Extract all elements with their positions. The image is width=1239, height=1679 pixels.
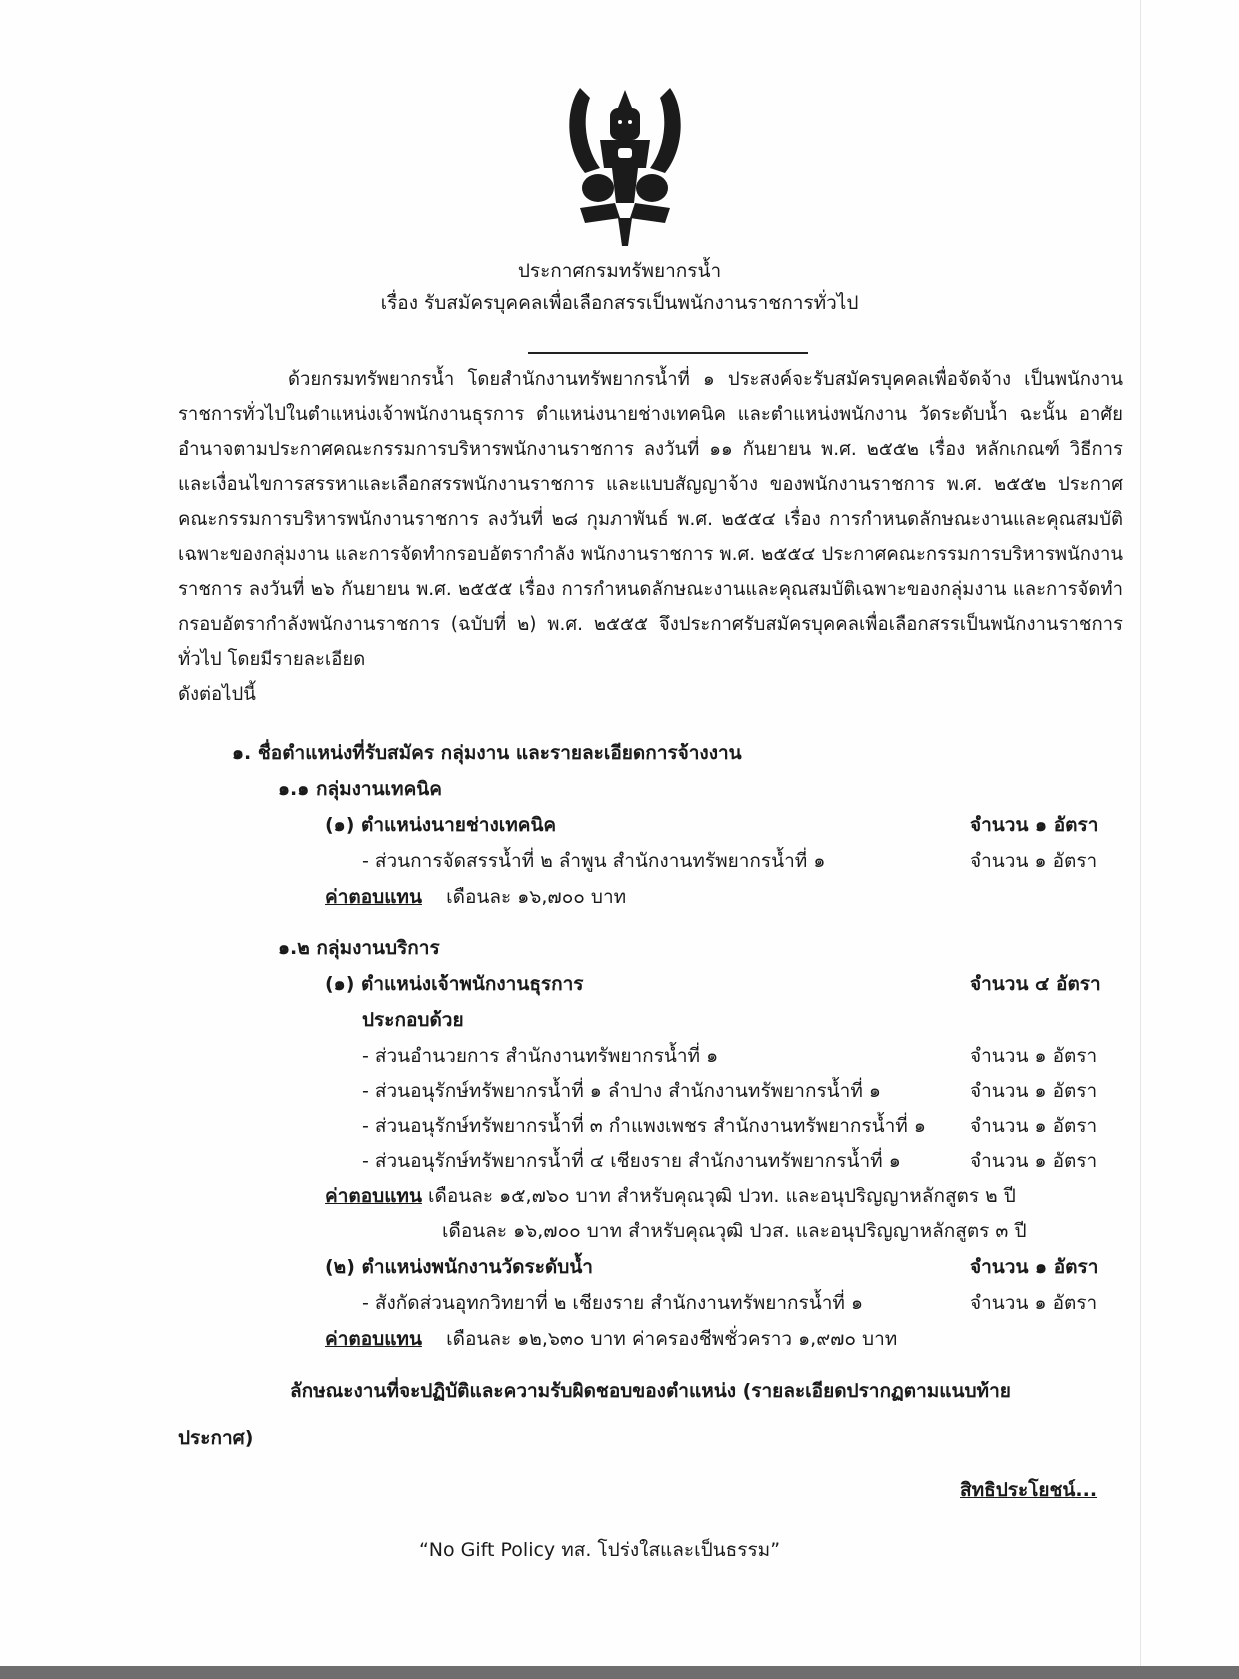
- pay-label: ค่าตอบแทน: [325, 886, 422, 908]
- scan-bottom-band: [0, 1666, 1239, 1679]
- scan-edge-line: [1140, 0, 1141, 1666]
- pay-line-2: เดือนละ ๑๖,๗๐๐ บาท สำหรับคุณวุฒิ ปวส. และอนุปริญญาหลักสูตร ๓ ปี: [442, 1220, 1027, 1242]
- group2-heading: ๑.๒ กลุ่มงานบริการ: [278, 937, 440, 959]
- pay-label: ค่าตอบแทน: [325, 1185, 422, 1207]
- pay-line: [325, 884, 626, 910]
- unit-qty: จำนวน ๑ อัตรา: [970, 1150, 1098, 1172]
- position-technician-title: (๑) ตำแหน่งนายช่างเทคนิค: [325, 814, 557, 836]
- position-technician-qty: จำนวน ๑ อัตรา: [970, 814, 1099, 836]
- position-water-level-title: (๒) ตำแหน่งพนักงานวัดระดับน้ำ: [325, 1256, 593, 1278]
- unit-item: - ส่วนอำนวยการ สำนักงานทรัพยากรน้ำที่ ๑: [362, 1045, 719, 1067]
- unit-item: - สังกัดส่วนอุทกวิทยาที่ ๒ เชียงราย สำนักงานทรัพยากรน้ำที่ ๑: [362, 1292, 864, 1314]
- unit-item: - ส่วนอนุรักษ์ทรัพยากรน้ำที่ ๑ ลำปาง สำนักงานทรัพยากรน้ำที่ ๑: [362, 1080, 881, 1102]
- position-water-level-qty: จำนวน ๑ อัตรา: [970, 1256, 1099, 1278]
- garuda-emblem-icon: [560, 78, 690, 248]
- pay-text: เดือนละ ๑๖,๗๐๐ บาท: [446, 886, 627, 908]
- title-divider: [528, 352, 808, 354]
- unit-item: - ส่วนการจัดสรรน้ำที่ ๒ ลำพูน สำนักงานทรัพยากรน้ำที่ ๑: [362, 850, 826, 872]
- group1-heading: ๑.๑ กลุ่มงานเทคนิค: [278, 778, 442, 800]
- unit-item: - ส่วนอนุรักษ์ทรัพยากรน้ำที่ ๓ กำแพงเพชร สำนักงานทรัพยากรน้ำที่ ๑: [362, 1115, 926, 1137]
- pay-line: [325, 1183, 1016, 1209]
- pay-line: [325, 1326, 897, 1352]
- position-clerk-qty: จำนวน ๔ อัตรา: [970, 973, 1101, 995]
- intro-paragraph: ด้วยกรมทรัพยากรน้ำ โดยสำนักงานทรัพยากรน้ำที่ ๑ ประสงค์จะรับสมัครบุคคลเพื่อจัดจ้าง เป็นพนักงานราชการทั่วไปในตำแหน่งเจ้าพนักงานธุรการ ตำแหน่งนายช่างเทคนิค และตำแหน่งพนักงาน วัดระดับน้ำ ฉะนั้น อาศัยอำนาจตามประกาศคณะกรรมการบริหารพนักงานราชการ ลงวันที่ ๑๑ กันยายน พ.ศ. ๒๕๕๒ เรื่อง หลักเกณฑ์ วิธีการ และเงื่อนไขการสรรหาและเลือกสรรพนักงานราชการ และแบบสัญญาจ้าง ของพนักงานราชการ พ.ศ. ๒๕๕๒ ประกาศคณะกรรมการบริหารพนักงานราชการ ลงวันที่ ๒๘ กุมภาพันธ์ พ.ศ. ๒๕๕๔ เรื่อง การกำหนดลักษณะงานและคุณสมบัติเฉพาะของกลุ่มงาน และการจัดทำกรอบอัตรากำลัง พนักงานราชการ พ.ศ. ๒๕๕๔ ประกาศคณะกรรมการบริหารพนักงานราชการ ลงวันที่ ๒๖ กันยายน พ.ศ. ๒๕๕๕ เรื่อง การกำหนดลักษณะงานและคุณสมบัติเฉพาะของกลุ่มงาน และการจัดทำกรอบอัตรากำลังพนักงานราชการ (ฉบับที่ ๒) พ.ศ. ๒๕๕๕ จึงประกาศรับสมัครบุคคลเพื่อเลือกสรรเป็นพนักงานราชการทั่วไป โดยมีรายละเอียด ดังต่อไปนี้: [178, 369, 1124, 705]
- duties-note: ลักษณะงานที่จะปฏิบัติและความรับผิดชอบของตำแหน่ง (รายละเอียดปรากฏตามแนบท้าย: [290, 1380, 1011, 1402]
- unit-qty: จำนวน ๑ อัตรา: [970, 1115, 1098, 1137]
- unit-qty: จำนวน ๑ อัตรา: [970, 1080, 1098, 1102]
- position-clerk-title: (๑) ตำแหน่งเจ้าพนักงานธุรการ: [325, 973, 584, 995]
- no-gift-policy-slogan: “No Gift Policy ทส. โปร่งใสและเป็นธรรม”: [418, 1539, 781, 1561]
- pay-text: เดือนละ ๑๒,๖๓๐ บาท ค่าครองชีพชั่วคราว ๑,๙๗๐ บาท: [446, 1328, 898, 1350]
- unit-item: - ส่วนอนุรักษ์ทรัพยากรน้ำที่ ๔ เชียงราย สำนักงานทรัพยากรน้ำที่ ๑: [362, 1150, 901, 1172]
- unit-qty: จำนวน ๑ อัตรา: [970, 1045, 1098, 1067]
- unit-qty: จำนวน ๑ อัตรา: [970, 1292, 1098, 1314]
- unit-qty: จำนวน ๑ อัตรา: [970, 850, 1098, 872]
- section1-heading: ๑. ชื่อตำแหน่งที่รับสมัคร กลุ่มงาน และรายละเอียดการจ้างงาน: [232, 742, 742, 764]
- announcement-subject: เรื่อง รับสมัครบุคคลเพื่อเลือกสรรเป็นพนักงานราชการทั่วไป: [380, 292, 859, 314]
- announcement-title: ประกาศกรมทรัพยากรน้ำ: [517, 260, 722, 282]
- continued-marker: สิทธิประโยชน์...: [960, 1479, 1098, 1501]
- composed-of-label: ประกอบด้วย: [362, 1009, 464, 1031]
- duties-note-cont: ประกาศ): [178, 1427, 254, 1449]
- pay-text: เดือนละ ๑๕,๗๖๐ บาท สำหรับคุณวุฒิ ปวท. และอนุปริญญาหลักสูตร ๒ ปี: [428, 1185, 1016, 1207]
- pay-label: ค่าตอบแทน: [325, 1328, 422, 1350]
